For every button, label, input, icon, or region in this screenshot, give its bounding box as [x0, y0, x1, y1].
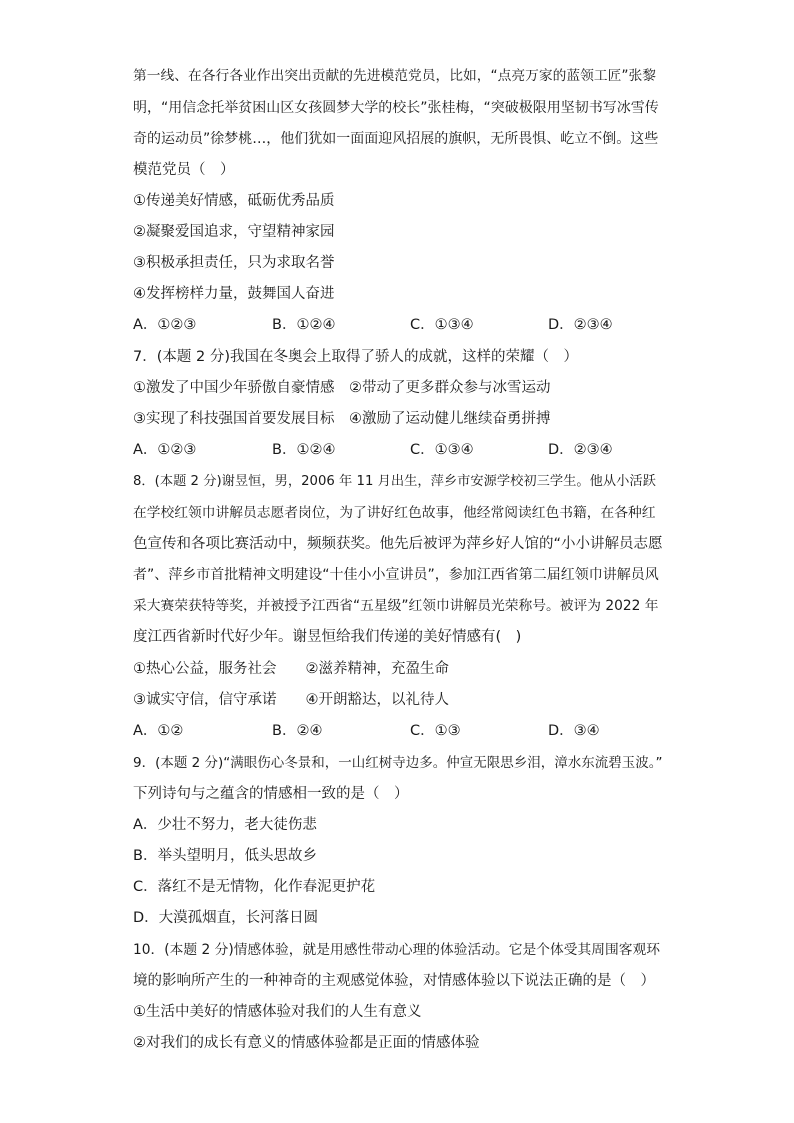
q9-stem-line-2: 下列诗句与之蕴含的情感相一致的是（ ）: [133, 786, 409, 802]
q9-stem-line-1: 9．(本题 2 分)“满眼伤心冬景和，一山红树寺边多。仲宣无限思乡泪，漳水东流碧玉波。”: [133, 755, 663, 771]
q8-option-c[interactable]: C．①③: [410, 723, 461, 739]
q6-item-1: ①传递美好情感，砥砺优秀品质: [133, 193, 335, 209]
q8-stem-line-1: 8．(本题 2 分)谢昱恒，男，2006 年 11 月出生，萍乡市安源学校初三学生。他从小活跃: [133, 474, 656, 489]
q6-options: [133, 315, 653, 335]
q9-choice-d[interactable]: D．大漠孤烟直，长河落日圆: [133, 910, 319, 926]
q7-item-row-1: ①激发了中国少年骄傲自豪情感 ②带动了更多群众参与冰雪运动: [133, 380, 551, 396]
q6-stem-line-2: 明，“用信念托举贫困山区女孩圆梦大学的校长”张桂梅，“突破极限用坚韧书写冰雪传: [133, 100, 659, 116]
q6-option-a[interactable]: A．①②③: [133, 317, 197, 333]
q8-option-a[interactable]: A．①②: [133, 723, 184, 739]
q9-choice-c[interactable]: C．落红不是无情物，化作春泥更护花: [133, 879, 376, 895]
q7-option-c[interactable]: C．①③④: [410, 442, 474, 458]
q8-stem-line-4: 者”、萍乡市首批精神文明建设“十佳小小宣讲员”，参加江西省第二届红领巾讲解员风: [133, 567, 659, 583]
q6-option-b[interactable]: B．①②④: [272, 317, 336, 333]
q8-stem-line-3: 色宣传和各项比赛活动中，频频获奖。他先后被评为萍乡好人馆的“小小讲解员志愿: [133, 536, 663, 552]
q7-options: [133, 440, 653, 460]
q9-choice-a[interactable]: A．少壮不努力，老大徒伤悲: [133, 817, 317, 833]
q7-item-row-2: ③实现了科技强国首要发展目标 ④激励了运动健儿继续奋勇拼搏: [133, 411, 551, 427]
q8-option-d[interactable]: D．③④: [548, 723, 600, 739]
q8-stem-line-6: 度江西省新时代好少年。谢昱恒给我们传递的美好情感有( ): [133, 629, 522, 645]
q6-option-c[interactable]: C．①③④: [410, 317, 474, 333]
q10-item-1: ①生活中美好的情感体验对我们的人生有意义: [133, 1004, 422, 1020]
q6-item-4: ④发挥榜样力量，鼓舞国人奋进: [133, 286, 335, 302]
q7-stem-line-1: 7．(本题 2 分)我国在冬奥会上取得了骄人的成就，这样的荣耀（ ）: [133, 349, 578, 365]
q10-stem-line-1: 10．(本题 2 分)情感体验，就是用感性带动心理的体验活动。它是个体受其周围客观环: [133, 942, 660, 958]
q8-stem-line-2: 在学校红领巾讲解员志愿者岗位，为了讲好红色故事，他经常阅读红色书籍，在各种红: [133, 505, 656, 521]
q8-stem-line-5: 采大赛荣获特等奖，并被授予江西省“五星级”红领巾讲解员光荣称号。被评为 2022 年: [133, 598, 659, 614]
q10-item-2: ②对我们的成长有意义的情感体验都是正面的情感体验: [133, 1035, 480, 1051]
q6-stem-line-4: 模范党员（ ）: [133, 162, 235, 178]
q6-item-2: ②凝聚爱国追求，守望精神家园: [133, 224, 335, 240]
q10-stem-line-2: 境的影响所产生的一种神奇的主观感觉体验，对情感体验以下说法正确的是（ ）: [133, 973, 655, 989]
q9-choice-b[interactable]: B．举头望明月，低头思故乡: [133, 848, 317, 864]
q6-stem-line-1: 第一线、在各行各业作出突出贡献的先进模范党员，比如，“点亮万家的蓝领工匠”张黎: [133, 68, 656, 84]
q8-options: [133, 721, 653, 741]
q8-option-b[interactable]: B．②④: [272, 723, 323, 739]
q6-item-3: ③积极承担责任，只为求取名誉: [133, 255, 335, 271]
q7-option-d[interactable]: D．②③④: [548, 442, 613, 458]
q6-option-d[interactable]: D．②③④: [548, 317, 613, 333]
q8-item-row-2: ③诚实守信，信守承诺 ④开朗豁达，以礼待人: [133, 692, 449, 708]
q7-option-a[interactable]: A．①②③: [133, 442, 197, 458]
q7-option-b[interactable]: B．①②④: [272, 442, 336, 458]
q8-item-row-1: ①热心公益，服务社会 ②滋养精神，充盈生命: [133, 661, 449, 677]
q6-stem-line-3: 奇的运动员”徐梦桃…，他们犹如一面面迎风招展的旗帜，无所畏惧、屹立不倒。这些: [133, 131, 659, 147]
